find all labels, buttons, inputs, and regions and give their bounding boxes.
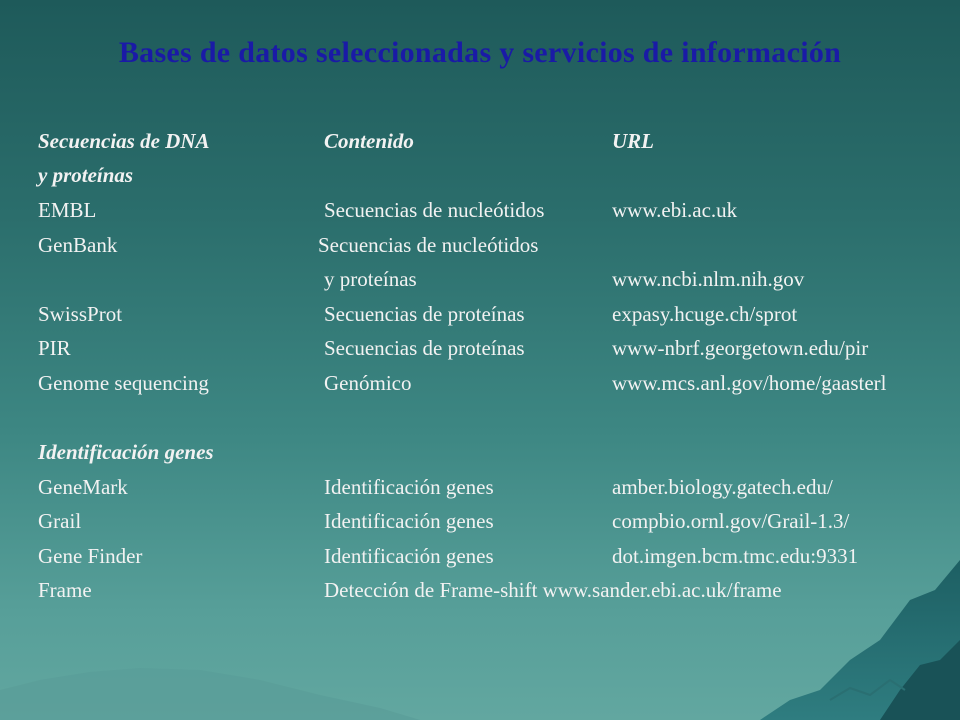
database-content: Secuencias de proteínas	[324, 302, 525, 326]
database-name: Genome sequencing	[38, 371, 209, 395]
database-name: EMBL	[38, 198, 97, 222]
slide-title: Bases de datos seleccionadas y servicios de información	[118, 36, 842, 69]
database-content: Secuencias de nucleótidos	[324, 198, 545, 222]
database-content: Identificación genes	[324, 544, 494, 568]
database-name: PIR	[38, 336, 71, 360]
column-header-database-line2: y proteínas	[38, 163, 134, 187]
column-header-database: Secuencias de DNA	[38, 129, 210, 153]
database-content: Identificación genes	[324, 475, 494, 499]
database-url: www.mcs.anl.gov/home/gaasterl	[612, 371, 887, 395]
database-url: dot.imgen.bcm.tmc.edu:9331	[612, 544, 859, 568]
section-header-gene-identification: Identificación genes	[38, 440, 214, 464]
database-name: GenBank	[38, 233, 118, 257]
database-content: Secuencias de nucleótidos	[318, 233, 539, 257]
database-content: y proteínas	[324, 267, 417, 291]
column-header-url: URL	[612, 129, 654, 153]
database-url: www.ebi.ac.uk	[612, 198, 738, 222]
database-name: SwissProt	[38, 302, 123, 326]
database-name: Grail	[38, 509, 82, 533]
database-url: amber.biology.gatech.edu/	[612, 475, 833, 499]
database-name: GeneMark	[38, 475, 128, 499]
database-content: Identificación genes	[324, 509, 494, 533]
database-content: Genómico	[324, 371, 412, 395]
database-content-and-url: Detección de Frame-shift www.sander.ebi.ac.uk/frame	[324, 578, 782, 602]
database-url: expasy.hcuge.ch/sprot	[612, 302, 798, 326]
database-content: Secuencias de proteínas	[324, 336, 525, 360]
database-url: www-nbrf.georgetown.edu/pir	[612, 336, 869, 360]
column-header-content: Contenido	[324, 129, 414, 153]
database-name: Frame	[38, 578, 92, 602]
database-name: Gene Finder	[38, 544, 143, 568]
database-url: www.ncbi.nlm.nih.gov	[612, 267, 805, 291]
database-url: compbio.ornl.gov/Grail-1.3/	[612, 509, 850, 533]
